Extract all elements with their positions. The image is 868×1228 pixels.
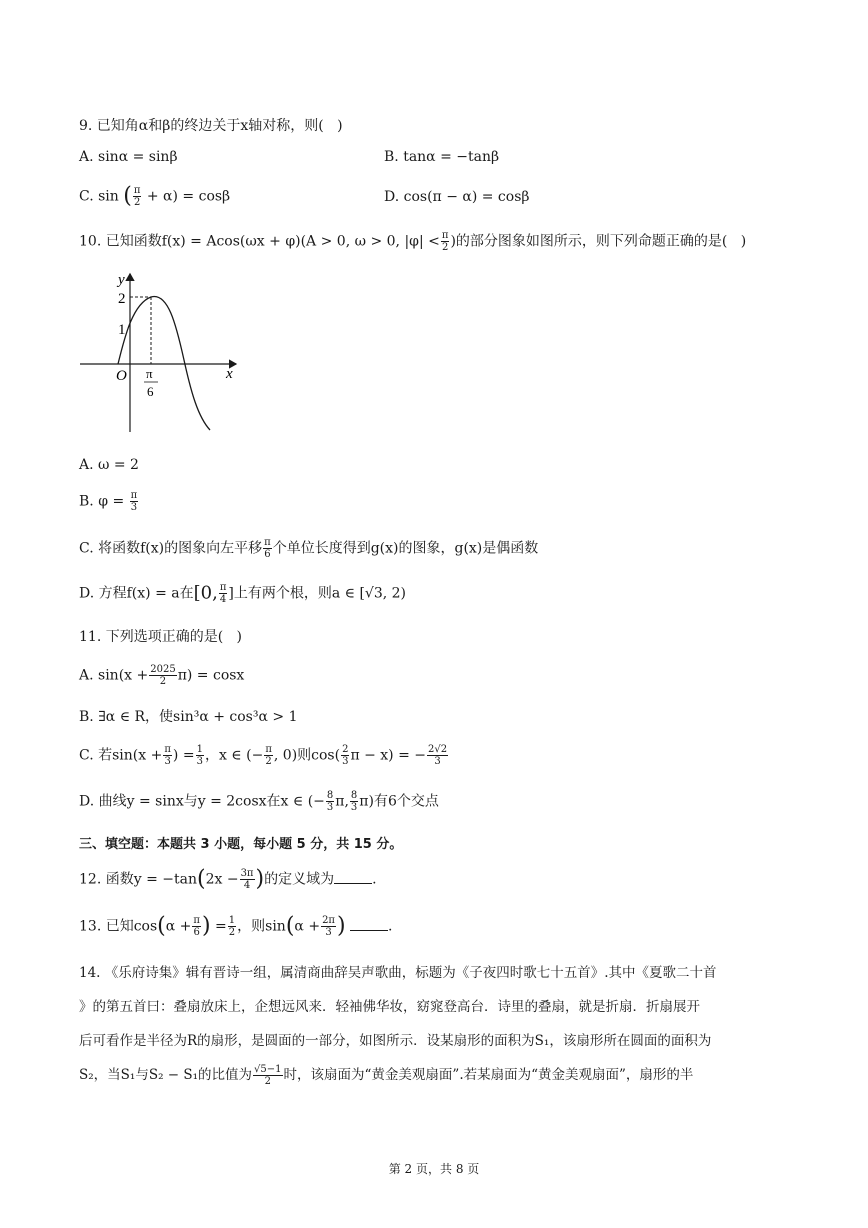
fraction: $\frac{\pi}{4}$	[219, 582, 227, 605]
fraction: $\frac{3\pi}{4}$	[240, 868, 254, 891]
fraction: $\frac{2025}{2}$	[150, 664, 176, 687]
y-tick-1: 1	[118, 322, 126, 338]
fraction: $\frac{\pi}{3}$	[130, 490, 138, 513]
fraction: $\frac{2\pi}{3}$	[322, 915, 335, 938]
q10-option-b: B. φ = $\frac{\pi}{3}$	[79, 490, 138, 513]
answer-blank	[350, 930, 388, 931]
q10-stem: 10. 已知函数f(x) = Acos(ωx + φ)(A > 0, ω > 0, |φ| < $\frac{\pi}{2}$ )的部分图象如图所示，则下列命题正确的是( )	[79, 230, 747, 253]
fraction: $\frac{\pi}{2}$	[133, 185, 141, 208]
answer-blank	[334, 883, 372, 884]
fraction: $\frac{2√2}{3}$	[428, 744, 448, 767]
q9-option-b: B. tanα = −tanβ	[384, 149, 500, 165]
q9-option-c	[79, 185, 230, 208]
cosine-curve	[118, 296, 210, 430]
q14-line-2: 》的第五首曰：叠扇放床上，企想远风来．轻袖佛华妆，窈窕登高台．诗里的叠扇，就是折扇．折扇展开	[79, 999, 700, 1015]
paren-open: (	[196, 866, 206, 892]
fraction: $\frac{\pi}{6}$	[264, 537, 271, 560]
fraction: $\frac{1}{3}$	[196, 744, 203, 767]
paren-open: (	[157, 913, 166, 939]
q11-stem: 11. 下列选项正确的是( )	[79, 629, 242, 645]
q9-c-post: + α) = cosβ	[146, 188, 231, 205]
paren-close: )	[255, 866, 265, 892]
q9-c-pre: C. sin	[79, 188, 119, 205]
section-heading: 三、填空题：本题共 3 小题，每小题 5 分，共 15 分。	[79, 837, 403, 852]
x-axis-label: x	[226, 366, 233, 382]
function-graph	[76, 262, 246, 437]
origin-label: O	[116, 368, 127, 384]
q14-line-3: 后可看作是半径为R的扇形，是圆面的一部分，如图所示．设某扇形的面积为S₁，该扇形所在圆面的面积为	[79, 1033, 712, 1049]
q9-stem: 9. 已知角α和β的终边关于x轴对称，则( )	[79, 118, 343, 134]
q10-option-c: C. 将函数f(x)的图象向左平移 $\frac{\pi}{6}$ 个单位长度得到g(x)的图象，g(x)是偶函数	[79, 537, 539, 560]
paren-close: )	[337, 913, 346, 939]
q11-option-a: A. sin(x + $\frac{2025}{2}$ π) = cosx	[79, 664, 245, 687]
y-tick-2: 2	[118, 291, 126, 307]
q10-option-d: D. 方程f(x) = a在[0, $\frac{\pi}{4}$ ]上有两个根，则a ∈ [√3, 2)	[79, 582, 407, 605]
q11-option-b: B. ∃α ∈ R，使sin³α + cos³α > 1	[79, 709, 298, 725]
q11-option-c: C. 若sin(x + $\frac{\pi}{3}$ ) = $\frac{1}{3}$ ，x ∈ (− $\frac{\pi}{2}$ , 0)则cos( $\frac{2}{3}$ π − x) = − $\frac{2√2}{3}$	[79, 744, 448, 767]
q11-option-d: D. 曲线y = sinx与y = 2cosx在x ∈ (− $\frac{8}{3}$ π, $\frac{8}{3}$ π)有6个交点	[79, 790, 439, 813]
fraction: $\frac{\pi}{3}$	[164, 744, 171, 767]
q14-line-1: 14. 《乐府诗集》辑有晋诗一组，属清商曲辞吴声歌曲，标题为《子夜四时歌七十五首》.其中《夏歌二十首	[79, 965, 717, 981]
fraction: $\frac{8}{3}$	[326, 790, 334, 813]
fraction: $\frac{2}{3}$	[342, 744, 349, 767]
q9-option-a: A. sinα = sinβ	[79, 149, 178, 165]
x-tick-numerator: π	[146, 366, 153, 381]
fraction: $\frac{\pi}{6}$	[193, 915, 200, 938]
q13: 13. 已知cos(α + $\frac{\pi}{6}$ ) = $\frac{1}{2}$ ，则sin(α + $\frac{2\pi}{3}$ ) .	[79, 913, 393, 939]
q14-line-4: S₂，当S₁与S₂ − S₁的比值为 $\frac{√5-1}{2}$ 时，该扇面为“黄金美观扇面”.若某扇面为“黄金美观扇面”，扇形的半	[79, 1064, 694, 1087]
fraction: $\frac{8}{3}$	[350, 790, 358, 813]
y-axis-label: y	[118, 272, 125, 288]
q9-option-d: D. cos(π − α) = cosβ	[384, 189, 530, 205]
fraction: $\frac{1}{2}$	[228, 915, 236, 938]
q12: 12. 函数y = −tan(2x − $\frac{3\pi}{4}$ )的定义域为 .	[79, 866, 377, 892]
paren-open: (	[123, 183, 132, 209]
fraction: $\frac{\pi}{2}$	[265, 744, 272, 767]
fraction: $\frac{\pi}{2}$	[441, 230, 449, 253]
fraction: $\frac{√5-1}{2}$	[254, 1064, 282, 1087]
paren-close: )	[201, 913, 211, 939]
q10-option-a: A. ω = 2	[79, 457, 139, 473]
page-footer: 第 2 页，共 8 页	[388, 1162, 480, 1176]
paren-open: (	[285, 913, 295, 939]
x-tick-denominator: 6	[147, 384, 154, 399]
bracket: [0,	[193, 582, 218, 604]
